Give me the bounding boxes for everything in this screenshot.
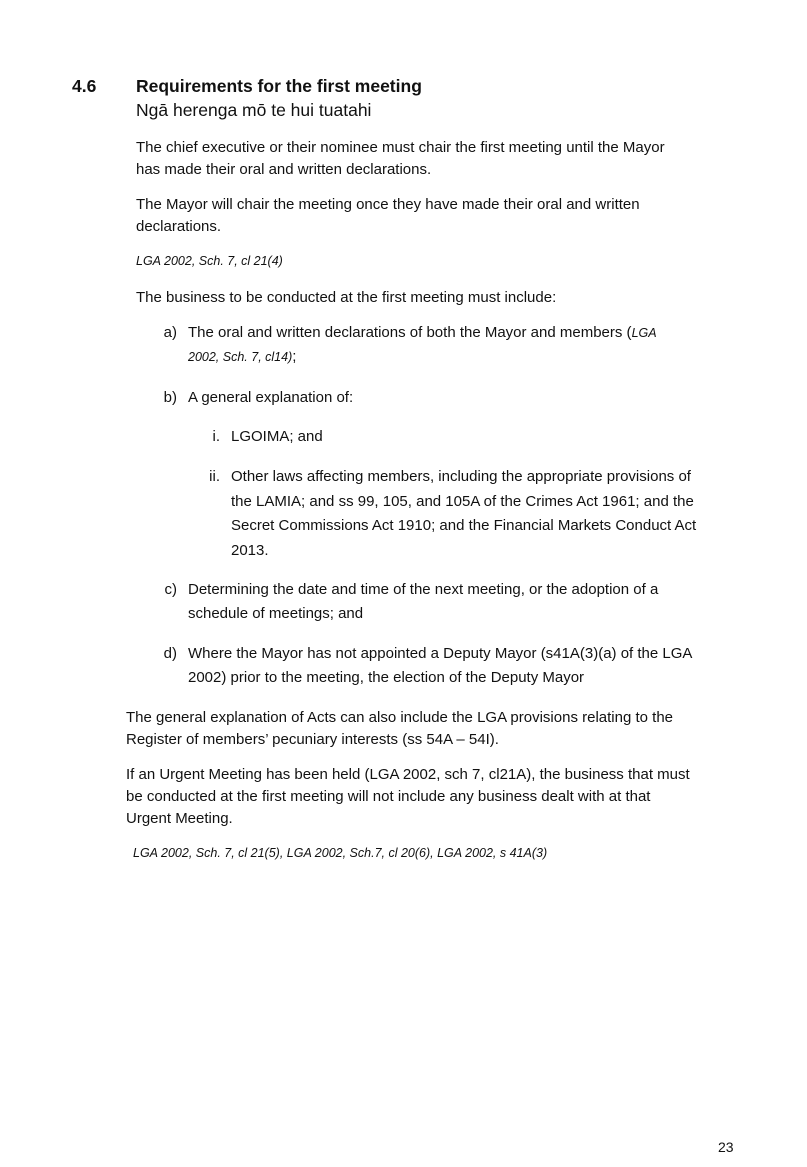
sublist-line: 2013. [231,541,269,559]
list-item-d [188,642,692,690]
paragraph-mayor-chair [136,194,736,238]
paragraph-line: The chief executive or their nominee must chair the first meeting until the Mayor [136,139,665,156]
list-item-text: ; [292,348,297,365]
legal-reference: LGA 2002, Sch. 7, cl 21(4) [136,254,283,268]
paragraph-line: The Mayor will chair the meeting once they have made their oral and written [136,196,640,213]
sublist-line: the LAMIA; and ss 99, 105, and 105A of the Crimes Act 1961; and the [231,492,694,510]
sublist-item-i: LGOIMA; and [231,428,323,445]
inline-legal-reference: 2002, Sch. 7, cl14) [188,350,293,364]
paragraph-chair-first-meeting [136,137,736,181]
list-item-c [188,578,658,626]
list-item-b: A general explanation of: [188,389,354,406]
sublist-item-ii [231,465,696,563]
sublist-line: Other laws affecting members, including the appropriate provisions of [231,468,691,485]
legal-reference: LGA 2002, Sch. 7, cl 21(5), LGA 2002, Sch.7, cl 20(6), LGA 2002, s 41A(3) [133,846,548,860]
paragraph-line: If an Urgent Meeting has been held (LGA 2002, sch 7, cl21A), the business that must [126,766,690,783]
page-number: 23 [718,1139,734,1155]
list-line: 2002) prior to the meeting, the election of the Deputy Mayor [188,669,585,686]
paragraph-business-intro: The business to be conducted at the first meeting must include: [136,289,557,306]
list-item-text: The oral and written declarations of both the Mayor and members ( [188,324,632,341]
paragraph-line: The general explanation of Acts can also include the LGA provisions relating to the [126,709,674,726]
sublist-line: Secret Commissions Act 1910; and the Financial Markets Conduct Act [231,517,697,534]
paragraph-line: be conducted at the first meeting will not include any business dealt with at that [126,788,651,805]
sublist-marker: i. [212,428,220,445]
list-marker: b) [163,389,177,406]
section-subtitle: Ngā herenga mō te hui tuatahi [136,100,372,120]
paragraph-line: declarations. [136,218,222,235]
list-marker: d) [163,645,177,662]
list-line: Determining the date and time of the next meeting, or the adoption of a [188,581,659,598]
paragraph-general-explanation [126,707,766,751]
paragraph-line: Urgent Meeting. [126,810,233,827]
list-marker: c) [164,581,177,598]
paragraph-line: Register of members’ pecuniary interests (ss 54A – 54I). [126,731,499,748]
section-number: 4.6 [72,76,97,96]
list-line: Where the Mayor has not appointed a Deputy Mayor (s41A(3)(a) of the LGA [188,645,693,662]
list-item-a [188,321,657,369]
sublist-marker: ii. [209,468,220,485]
paragraph-urgent-meeting [126,764,776,830]
inline-legal-reference: LGA [631,326,657,340]
list-marker: a) [163,324,177,341]
section-title: Requirements for the first meeting [136,76,422,96]
paragraph-line: has made their oral and written declarations. [136,161,432,178]
list-line: schedule of meetings; and [188,605,364,622]
